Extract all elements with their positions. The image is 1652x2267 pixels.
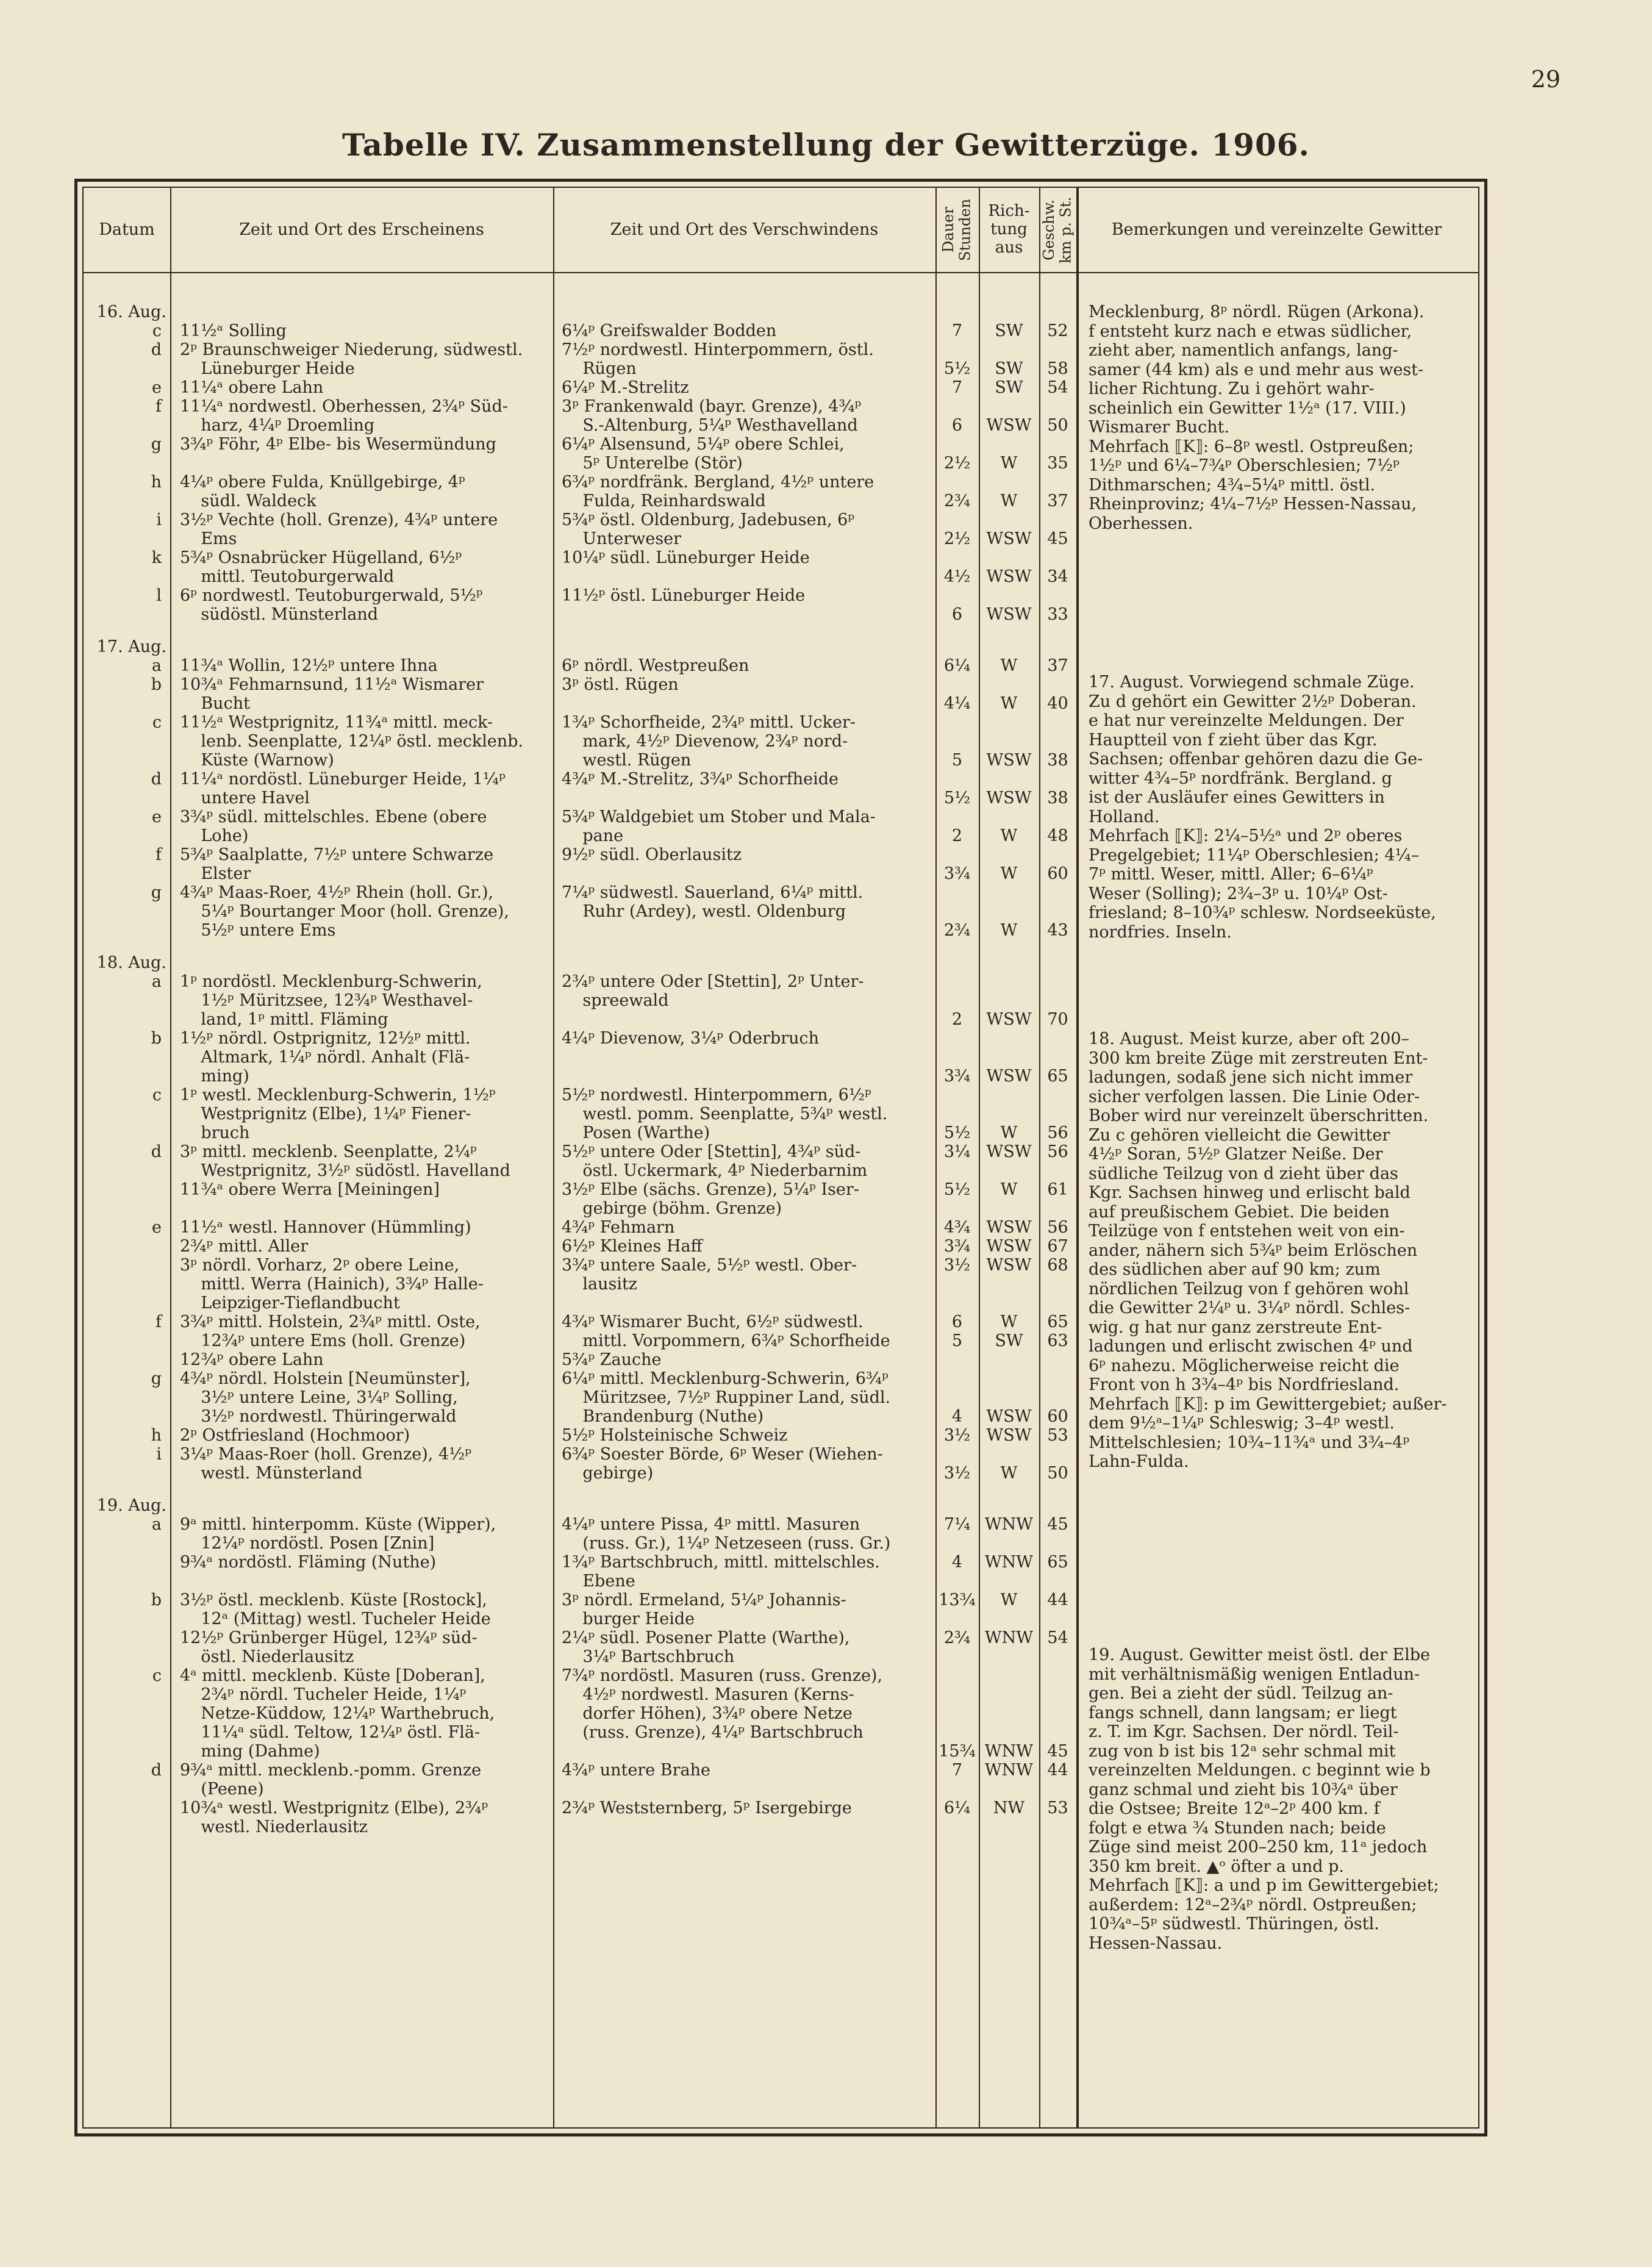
duration-cell: 4¾ 3¾ 3½: [943, 1218, 971, 1275]
speed-cell: 45: [1047, 1742, 1068, 1761]
duration-cell: 4¼: [943, 694, 971, 713]
disappearance-cell: 4¾ᵖ M.-Strelitz, 3¾ᵖ Schorfheide: [562, 770, 839, 789]
disappearance-cell: 6¾ᵖ nordfränk. Bergland, 4½ᵖ untere Fulda, Reinhardswald: [562, 473, 874, 510]
duration-cell: 4: [951, 1407, 963, 1426]
zug-letter: c: [152, 713, 162, 732]
appearance-cell: 11½ᵃ westl. Hannover (Hümmling) 2¾ᵖ mittl. Aller 3ᵖ nördl. Vorharz, 2ᵖ obere Leine, mittl. Werra (Hainich), 3¾ᵖ Halle- Leipziger-Tieflandbucht: [180, 1218, 484, 1313]
duration-cell: 6: [951, 605, 963, 624]
appearance-cell: 4¼ᵖ obere Fulda, Knüllgebirge, 4ᵖ südl. Waldeck: [180, 473, 465, 510]
disappearance-cell: 6¾ᵖ Soester Börde, 6ᵖ Weser (Wiehen- gebirge): [562, 1445, 883, 1483]
speed-cell: 50: [1047, 416, 1068, 435]
direction-cell: WNW: [984, 1742, 1034, 1761]
zug-letter: l: [156, 586, 162, 605]
duration-cell: 6 5: [951, 1313, 963, 1350]
disappearance-cell: 3ᵖ östl. Rügen: [562, 675, 679, 694]
header-erscheinen: Zeit und Ort des Erscheinens: [239, 220, 484, 240]
direction-cell: WSW: [986, 1407, 1032, 1426]
zug-letter: k: [151, 548, 162, 567]
zug-letter: a: [151, 1515, 162, 1534]
duration-cell: 6¼: [943, 656, 971, 675]
zug-letter: c: [152, 1086, 162, 1105]
appearance-cell: 11¾ᵃ Wollin, 12½ᵖ untere Ihna: [180, 656, 438, 675]
date-label: 18. Aug.: [96, 953, 166, 972]
zug-letter: g: [151, 435, 162, 454]
header-dauer: [935, 188, 979, 272]
header-datum: Datum: [99, 220, 155, 240]
zug-letter: e: [152, 1218, 162, 1237]
disappearance-cell: 10¼ᵖ südl. Lüneburger Heide: [562, 548, 810, 567]
zug-letter: i: [156, 1445, 162, 1464]
speed-cell: 70: [1047, 1010, 1068, 1029]
direction-cell: WNW NW: [984, 1761, 1034, 1818]
disappearance-cell: 5¾ᵖ Waldgebiet um Stober und Mala- pane: [562, 808, 876, 845]
appearance-cell: 1ᵖ westl. Mecklenburg-Schwerin, 1½ᵖ Westprignitz (Elbe), 1¼ᵖ Fiener- bruch: [180, 1086, 496, 1142]
direction-cell: W: [1000, 921, 1018, 940]
speed-cell: 56 61: [1047, 1142, 1068, 1199]
appearance-cell: 1ᵖ nordöstl. Mecklenburg-Schwerin, 1½ᵖ Müritzsee, 12¾ᵖ Westhavel- land, 1ᵖ mittl. Fläming: [180, 972, 482, 1029]
direction-cell: WSW: [986, 751, 1032, 770]
zug-letter: d: [151, 1761, 162, 1780]
duration-cell: 3¾: [943, 864, 971, 883]
speed-cell: 54: [1047, 378, 1068, 397]
speed-cell: 38: [1047, 751, 1068, 770]
speed-cell: 56: [1047, 1123, 1068, 1142]
speed-cell: 56 67 68: [1047, 1218, 1068, 1275]
speed-cell: 37: [1047, 492, 1068, 510]
disappearance-cell: 4¼ᵖ untere Pissa, 4ᵖ mittl. Masuren (russ. Gr.), 1¼ᵖ Netzeseen (russ. Gr.) 1¾ᵖ Bartschbruch, mittl. mittelschles. Ebene: [562, 1515, 891, 1591]
direction-cell: WSW W: [986, 1142, 1032, 1199]
duration-cell: 3½: [943, 1426, 971, 1445]
disappearance-cell: 3ᵖ Frankenwald (bayr. Grenze), 4¾ᵖ S.-Altenburg, 5¼ᵖ Westhavelland: [562, 397, 862, 435]
header-richtung: Rich- tung aus: [988, 202, 1030, 257]
speed-cell: 43: [1047, 921, 1068, 940]
appearance-cell: 11½ᵃ Solling: [180, 321, 287, 340]
duration-cell: 2¾: [943, 492, 971, 510]
disappearance-cell: 5½ᵖ nordwestl. Hinterpommern, 6½ᵖ westl. pomm. Seenplatte, 5¾ᵖ westl. Posen (Warthe): [562, 1086, 888, 1142]
speed-cell: 40: [1047, 694, 1068, 713]
disappearance-cell: 3ᵖ nördl. Ermeland, 5¼ᵖ Johannis- burger Heide 2¼ᵖ südl. Posener Platte (Warthe), 3¼ᵖ Bartschbruch: [562, 1591, 850, 1666]
disappearance-cell: 5½ᵖ untere Oder [Stettin], 4¾ᵖ süd- östl. Uckermark, 4ᵖ Niederbarnim 3½ᵖ Elbe (sächs. Grenze), 5¼ᵖ Iser- gebirge (böhm. Grenze): [562, 1142, 868, 1218]
col-divider: [170, 188, 171, 2127]
appearance-cell: 1½ᵖ nördl. Ostprignitz, 12½ᵖ mittl. Altmark, 1¼ᵖ nördl. Anhalt (Flä- ming): [180, 1029, 471, 1086]
disappearance-cell: 4¼ᵖ Dievenow, 3¼ᵖ Oderbruch: [562, 1029, 820, 1048]
direction-cell: WSW: [986, 529, 1032, 548]
duration-cell: 3½: [943, 1464, 971, 1483]
zug-letter: c: [152, 1666, 162, 1685]
duration-cell: 2½: [943, 529, 971, 548]
zug-letter: d: [151, 340, 162, 359]
direction-cell: WSW: [986, 1067, 1032, 1086]
zug-letter: f: [156, 845, 162, 864]
appearance-cell: 3½ᵖ östl. mecklenb. Küste [Rostock], 12ᵃ (Mittag) westl. Tucheler Heide 12½ᵖ Grünberger Hügel, 12¾ᵖ süd- östl. Niederlausitz: [180, 1591, 491, 1666]
disappearance-cell: 6ᵖ nördl. Westpreußen: [562, 656, 749, 675]
zug-letter: e: [152, 808, 162, 826]
speed-cell: 60: [1047, 1407, 1068, 1426]
disappearance-cell: 6¼ᵖ mittl. Mecklenburg-Schwerin, 6¾ᵖ Müritzsee, 7½ᵖ Ruppiner Land, südl. Brandenburg (Nuthe): [562, 1369, 891, 1426]
zug-letter: f: [156, 1313, 162, 1331]
direction-cell: SW: [995, 321, 1023, 340]
duration-cell: 2½: [943, 454, 971, 473]
direction-cell: WSW: [986, 416, 1032, 435]
duration-cell: 4½: [943, 567, 971, 586]
direction-cell: W: [1000, 1464, 1018, 1483]
zug-letter: d: [151, 770, 162, 789]
zug-letter: f: [156, 397, 162, 416]
speed-cell: 65 63: [1047, 1313, 1068, 1350]
disappearance-cell: 2¾ᵖ untere Oder [Stettin], 2ᵖ Unter- spreewald: [562, 972, 864, 1010]
page-number: 29: [1531, 66, 1561, 93]
date-label: 19. Aug.: [96, 1496, 166, 1515]
duration-cell: 5½: [943, 359, 971, 378]
duration-cell: 15¾: [939, 1742, 976, 1761]
speed-cell: 45 65: [1047, 1515, 1068, 1572]
remark-block: 18. August. Meist kurze, aber oft 200– 300 km breite Züge mit zerstreuten Ent- ladungen, sodaß jene sich nicht immer sicher verfolgen lassen. Die Linie Oder- Bober wird nur vereinzelt überschritten. Zu c gehören vielleicht die Gewitter 4½ᵖ Soran, 5½ᵖ Glatzer Neiße. Der südliche Teilzug von d zieht über das Kgr. Sachsen hinweg und erlischt bald auf preußischem Gebiet. Die beiden Teilzüge von f entstehen weit von ein- ander, nähern sich 5¾ᵖ beim Erlöschen des südlichen aber auf 90 km; zum nördlichen Teilzug von f gehören wohl die Gewitter 2¼ᵖ u. 3¼ᵖ nördl. Schles- wig. g hat nur ganz zerstreute Ent- ladungen und erlischt zwischen 4ᵖ und 6ᵖ nahezu. Möglicherweise reicht die Front von h 3¾–4ᵖ bis Nordfriesland. Mehrfach ⟦K⟧: p im Gewittergebiet; außer- dem 9½ᵃ–1¼ᵖ Schleswig; 3–4ᵖ westl. Mittelschlesien; 10¾–11¾ᵃ und 3¾–4ᵖ Lahn-Fulda.: [1089, 1030, 1447, 1471]
appearance-cell: 4¾ᵖ Maas-Roer, 4½ᵖ Rhein (holl. Gr.), 5¼ᵖ Bourtanger Moor (holl. Grenze), 5½ᵖ untere Ems: [180, 883, 509, 940]
duration-cell: 5½: [943, 789, 971, 808]
duration-cell: 2: [951, 1010, 963, 1029]
direction-cell: WSW: [986, 1426, 1032, 1445]
direction-cell: W: [1000, 492, 1018, 510]
disappearance-cell: 4¾ᵖ Wismarer Bucht, 6½ᵖ südwestl. mittl. Vorpommern, 6¾ᵖ Schorfheide 5¾ᵖ Zauche: [562, 1313, 890, 1369]
appearance-cell: 11¼ᵃ obere Lahn: [180, 378, 324, 397]
zug-letter: h: [151, 473, 162, 492]
page-title: Tabelle IV. Zusammenstellung der Gewitterzüge. 1906.: [342, 127, 1310, 163]
duration-cell: 7: [951, 321, 963, 340]
appearance-cell: 3¾ᵖ mittl. Holstein, 2¾ᵖ mittl. Oste, 12¾ᵖ untere Ems (holl. Grenze) 12¾ᵖ obere Lahn: [180, 1313, 481, 1369]
direction-cell: W: [1000, 656, 1018, 675]
zug-letter: a: [151, 972, 162, 991]
data-table: [74, 179, 1487, 2136]
direction-cell: W: [1000, 864, 1018, 883]
disappearance-cell: 6¼ᵖ M.-Strelitz: [562, 378, 689, 397]
direction-cell: W: [1000, 454, 1018, 473]
appearance-cell: 3¼ᵖ Maas-Roer (holl. Grenze), 4½ᵖ westl. Münsterland: [180, 1445, 472, 1483]
date-label: 17. Aug.: [96, 637, 166, 656]
remark-block: 19. August. Gewitter meist östl. der Elbe mit verhältnismäßig wenigen Entladun- gen. Bei a zieht der südl. Teilzug an- fangs schnell, dann langsam; er liegt z. T. im Kgr. Sachsen. Der nördl. Teil- zug von b ist bis 12ᵃ sehr schmal mit vereinzelten Meldungen. c beginnt wie b ganz schmal und zieht bis 10¾ᵃ über die Ostsee; Breite 12ᵃ–2ᵖ 400 km. f folgt e etwa ¾ Stunden nach; beide Züge sind meist 200–250 km, 11ᵃ jedoch 350 km breit. ▲ᵒ öfter a und p. Mehrfach ⟦K⟧: a und p im Gewittergebiet; außerdem: 12ᵃ–2¾ᵖ nördl. Ostpreußen; 10¾ᵃ–5ᵖ südwestl. Thüringen, östl. Hessen-Nassau.: [1089, 1646, 1439, 1953]
duration-cell: 7 6¼: [943, 1761, 971, 1818]
disappearance-cell: 1¾ᵖ Schorfheide, 2¾ᵖ mittl. Ucker- mark, 4½ᵖ Dievenow, 2¾ᵖ nord- westl. Rügen: [562, 713, 856, 770]
remark-block: Mecklenburg, 8ᵖ nördl. Rügen (Arkona). f entsteht kurz nach e etwas südlicher, zieht aber, namentlich anfangs, lang- samer (44 km) als e und mehr aus west- licher Richtung. Zu i gehört wahr- scheinlich ein Gewitter 1½ᵃ (17. VIII.) Wismarer Bucht. Mehrfach ⟦K⟧: 6–8ᵖ westl. Ostpreußen; 1½ᵖ und 6¼–7¾ᵖ Oberschlesien; 7½ᵖ Dithmarschen; 4¾–5¼ᵖ mittl. östl. Rheinprovinz; 4¼–7½ᵖ Hessen-Nassau, Oberhessen.: [1089, 303, 1425, 533]
col-divider: [1076, 188, 1079, 2127]
duration-cell: 5½: [943, 1123, 971, 1142]
speed-cell: 52: [1047, 321, 1068, 340]
duration-cell: 7¼ 4: [943, 1515, 971, 1572]
disappearance-cell: 11½ᵖ östl. Lüneburger Heide: [562, 586, 806, 605]
direction-cell: W: [1000, 694, 1018, 713]
appearance-cell: 2ᵖ Ostfriesland (Hochmoor): [180, 1426, 410, 1445]
header-geschw: [1039, 188, 1076, 272]
appearance-cell: 2ᵖ Braunschweiger Niederung, südwestl. Lüneburger Heide: [180, 340, 523, 378]
speed-cell: 37: [1047, 656, 1068, 675]
header-dauer-text: Dauer Stunden: [939, 198, 974, 262]
direction-cell: WSW: [986, 789, 1032, 808]
zug-letter: h: [151, 1426, 162, 1445]
disappearance-cell: 6¼ᵖ Greifswalder Bodden: [562, 321, 777, 340]
duration-cell: 7: [951, 378, 963, 397]
direction-cell: WSW: [986, 1010, 1032, 1029]
direction-cell: WSW: [986, 605, 1032, 624]
appearance-cell: 9¾ᵃ mittl. mecklenb.-pomm. Grenze (Peene) 10¾ᵃ westl. Westprignitz (Elbe), 2¾ᵖ westl. Niederlausitz: [180, 1761, 488, 1836]
zug-letter: i: [156, 510, 162, 529]
remark-block: 17. August. Vorwiegend schmale Züge. Zu d gehört ein Gewitter 2½ᵖ Doberan. e hat nur vereinzelte Meldungen. Der Hauptteil von f zieht über das Kgr. Sachsen; offenbar gehören dazu die Ge- witter 4¾–5ᵖ nordfränk. Bergland. g ist der Ausläufer eines Gewitters in Holland. Mehrfach ⟦K⟧: 2¼–5½ᵃ und 2ᵖ oberes Pregelgebiet; 11¼ᵖ Oberschlesien; 4¼– 7ᵖ mittl. Weser, mittl. Aller; 6–6¼ᵖ Weser (Solling); 2¾–3ᵖ u. 10¼ᵖ Ost- friesland; 8–10¾ᵖ schlesw. Nordseeküste, nordfries. Inseln.: [1089, 673, 1436, 942]
disappearance-cell: 5¾ᵖ östl. Oldenburg, Jadebusen, 6ᵖ Unterweser: [562, 510, 855, 548]
header-verschwinden: Zeit und Ort des Verschwindens: [610, 220, 879, 240]
speed-cell: 53: [1047, 1426, 1068, 1445]
duration-cell: 2: [951, 826, 963, 845]
disappearance-cell: 7¾ᵖ nordöstl. Masuren (russ. Grenze), 4½ᵖ nordwestl. Masuren (Kerns- dorfer Höhen), 3¾ᵖ obere Netze (russ. Grenze), 4¼ᵖ Bartschbruch: [562, 1666, 883, 1742]
direction-cell: W: [1000, 826, 1018, 845]
disappearance-cell: 6¼ᵖ Alsensund, 5¼ᵖ obere Schlei, 5ᵖ Unterelbe (Stör): [562, 435, 845, 473]
header-bemerkungen: Bemerkungen und vereinzelte Gewitter: [1111, 220, 1442, 240]
zug-letter: g: [151, 1369, 162, 1388]
speed-cell: 48: [1047, 826, 1068, 845]
date-label: 16. Aug.: [96, 303, 166, 321]
direction-cell: SW: [995, 359, 1023, 378]
direction-cell: WNW WNW: [984, 1515, 1034, 1572]
duration-cell: 6: [951, 416, 963, 435]
zug-letter: b: [151, 1591, 162, 1610]
disappearance-cell: 7¼ᵖ südwestl. Sauerland, 6¼ᵖ mittl. Ruhr (Ardey), westl. Oldenburg: [562, 883, 864, 921]
zug-letter: c: [152, 321, 162, 340]
zug-letter: g: [151, 883, 162, 902]
appearance-cell: 9ᵃ mittl. hinterpomm. Küste (Wipper), 12¼ᵖ nordöstl. Posen [Znin] 9¾ᵃ nordöstl. Fläming (Nuthe): [180, 1515, 496, 1572]
appearance-cell: 11½ᵃ Westprignitz, 11¾ᵃ mittl. meck- lenb. Seenplatte, 12¼ᵖ östl. mecklenb. Küste (Warnow): [180, 713, 524, 770]
appearance-cell: 5¾ᵖ Saalplatte, 7½ᵖ untere Schwarze Elster: [180, 845, 494, 883]
speed-cell: 38: [1047, 789, 1068, 808]
duration-cell: 2¾: [943, 921, 971, 940]
appearance-cell: 5¾ᵖ Osnabrücker Hügelland, 6½ᵖ mittl. Teutoburgerwald: [180, 548, 462, 586]
direction-cell: SW: [995, 378, 1023, 397]
duration-cell: 13¾ 2¾: [939, 1591, 976, 1647]
duration-cell: 5: [951, 751, 963, 770]
speed-cell: 33: [1047, 605, 1068, 624]
speed-cell: 58: [1047, 359, 1068, 378]
disappearance-cell: 4¾ᵖ Fehmarn 6½ᵖ Kleines Haff 3¾ᵖ untere Saale, 5½ᵖ westl. Ober- lausitz: [562, 1218, 857, 1294]
appearance-cell: 11¼ᵃ nordöstl. Lüneburger Heide, 1¼ᵖ untere Havel: [180, 770, 506, 808]
direction-cell: W: [1000, 1123, 1018, 1142]
appearance-cell: 6ᵖ nordwestl. Teutoburgerwald, 5½ᵖ südöstl. Münsterland: [180, 586, 483, 624]
speed-cell: 50: [1047, 1464, 1068, 1483]
header-geschw-text: Geschw. km p. St.: [1040, 196, 1075, 263]
appearance-cell: 10¾ᵃ Fehmarnsund, 11½ᵃ Wismarer Bucht: [180, 675, 484, 713]
direction-cell: W WNW: [984, 1591, 1034, 1647]
zug-letter: b: [151, 675, 162, 694]
speed-cell: 44 53: [1047, 1761, 1068, 1818]
disappearance-cell: 5½ᵖ Holsteinische Schweiz: [562, 1426, 788, 1445]
appearance-cell: 4¾ᵖ nördl. Holstein [Neumünster], 3½ᵖ untere Leine, 3¼ᵖ Solling, 3½ᵖ nordwestl. Thüringerwald: [180, 1369, 471, 1426]
zug-letter: d: [151, 1142, 162, 1161]
speed-cell: 44 54: [1047, 1591, 1068, 1647]
speed-cell: 34: [1047, 567, 1068, 586]
appearance-cell: 3½ᵖ Vechte (holl. Grenze), 4¾ᵖ untere Ems: [180, 510, 498, 548]
zug-letter: b: [151, 1029, 162, 1048]
zug-letter: a: [151, 656, 162, 675]
direction-cell: WSW WSW WSW: [986, 1218, 1032, 1275]
disappearance-cell: 7½ᵖ nordwestl. Hinterpommern, östl. Rügen: [562, 340, 874, 378]
appearance-cell: 11¼ᵃ nordwestl. Oberhessen, 2¾ᵖ Süd- harz, 4¼ᵖ Droemling: [180, 397, 508, 435]
header-divider: [84, 272, 1478, 273]
appearance-cell: 3¾ᵖ Föhr, 4ᵖ Elbe- bis Wesermündung: [180, 435, 496, 454]
appearance-cell: 4ᵃ mittl. mecklenb. Küste [Doberan], 2¾ᵖ nördl. Tucheler Heide, 1¼ᵖ Netze-Küddow, 12¼ᵖ Warthebruch, 11¼ᵃ südl. Teltow, 12¼ᵖ östl. Flä- ming (Dahme): [180, 1666, 495, 1761]
duration-cell: 3¼ 5½: [943, 1142, 971, 1199]
col-divider: [553, 188, 554, 2127]
appearance-cell: 3¾ᵖ südl. mittelschles. Ebene (obere Lohe): [180, 808, 487, 845]
disappearance-cell: 4¾ᵖ untere Brahe 2¾ᵖ Weststernberg, 5ᵖ Isergebirge: [562, 1761, 852, 1818]
speed-cell: 60: [1047, 864, 1068, 883]
speed-cell: 45: [1047, 529, 1068, 548]
duration-cell: 3¾: [943, 1067, 971, 1086]
disappearance-cell: 9½ᵖ südl. Oberlausitz: [562, 845, 742, 864]
speed-cell: 65: [1047, 1067, 1068, 1086]
direction-cell: W SW: [995, 1313, 1023, 1350]
table-inner-frame: [82, 187, 1479, 2129]
zug-letter: e: [152, 378, 162, 397]
appearance-cell: 3ᵖ mittl. mecklenb. Seenplatte, 2¼ᵖ Westprignitz, 3½ᵖ südöstl. Havelland 11¾ᵃ obere Werra [Meiningen]: [180, 1142, 510, 1199]
speed-cell: 35: [1047, 454, 1068, 473]
direction-cell: WSW: [986, 567, 1032, 586]
